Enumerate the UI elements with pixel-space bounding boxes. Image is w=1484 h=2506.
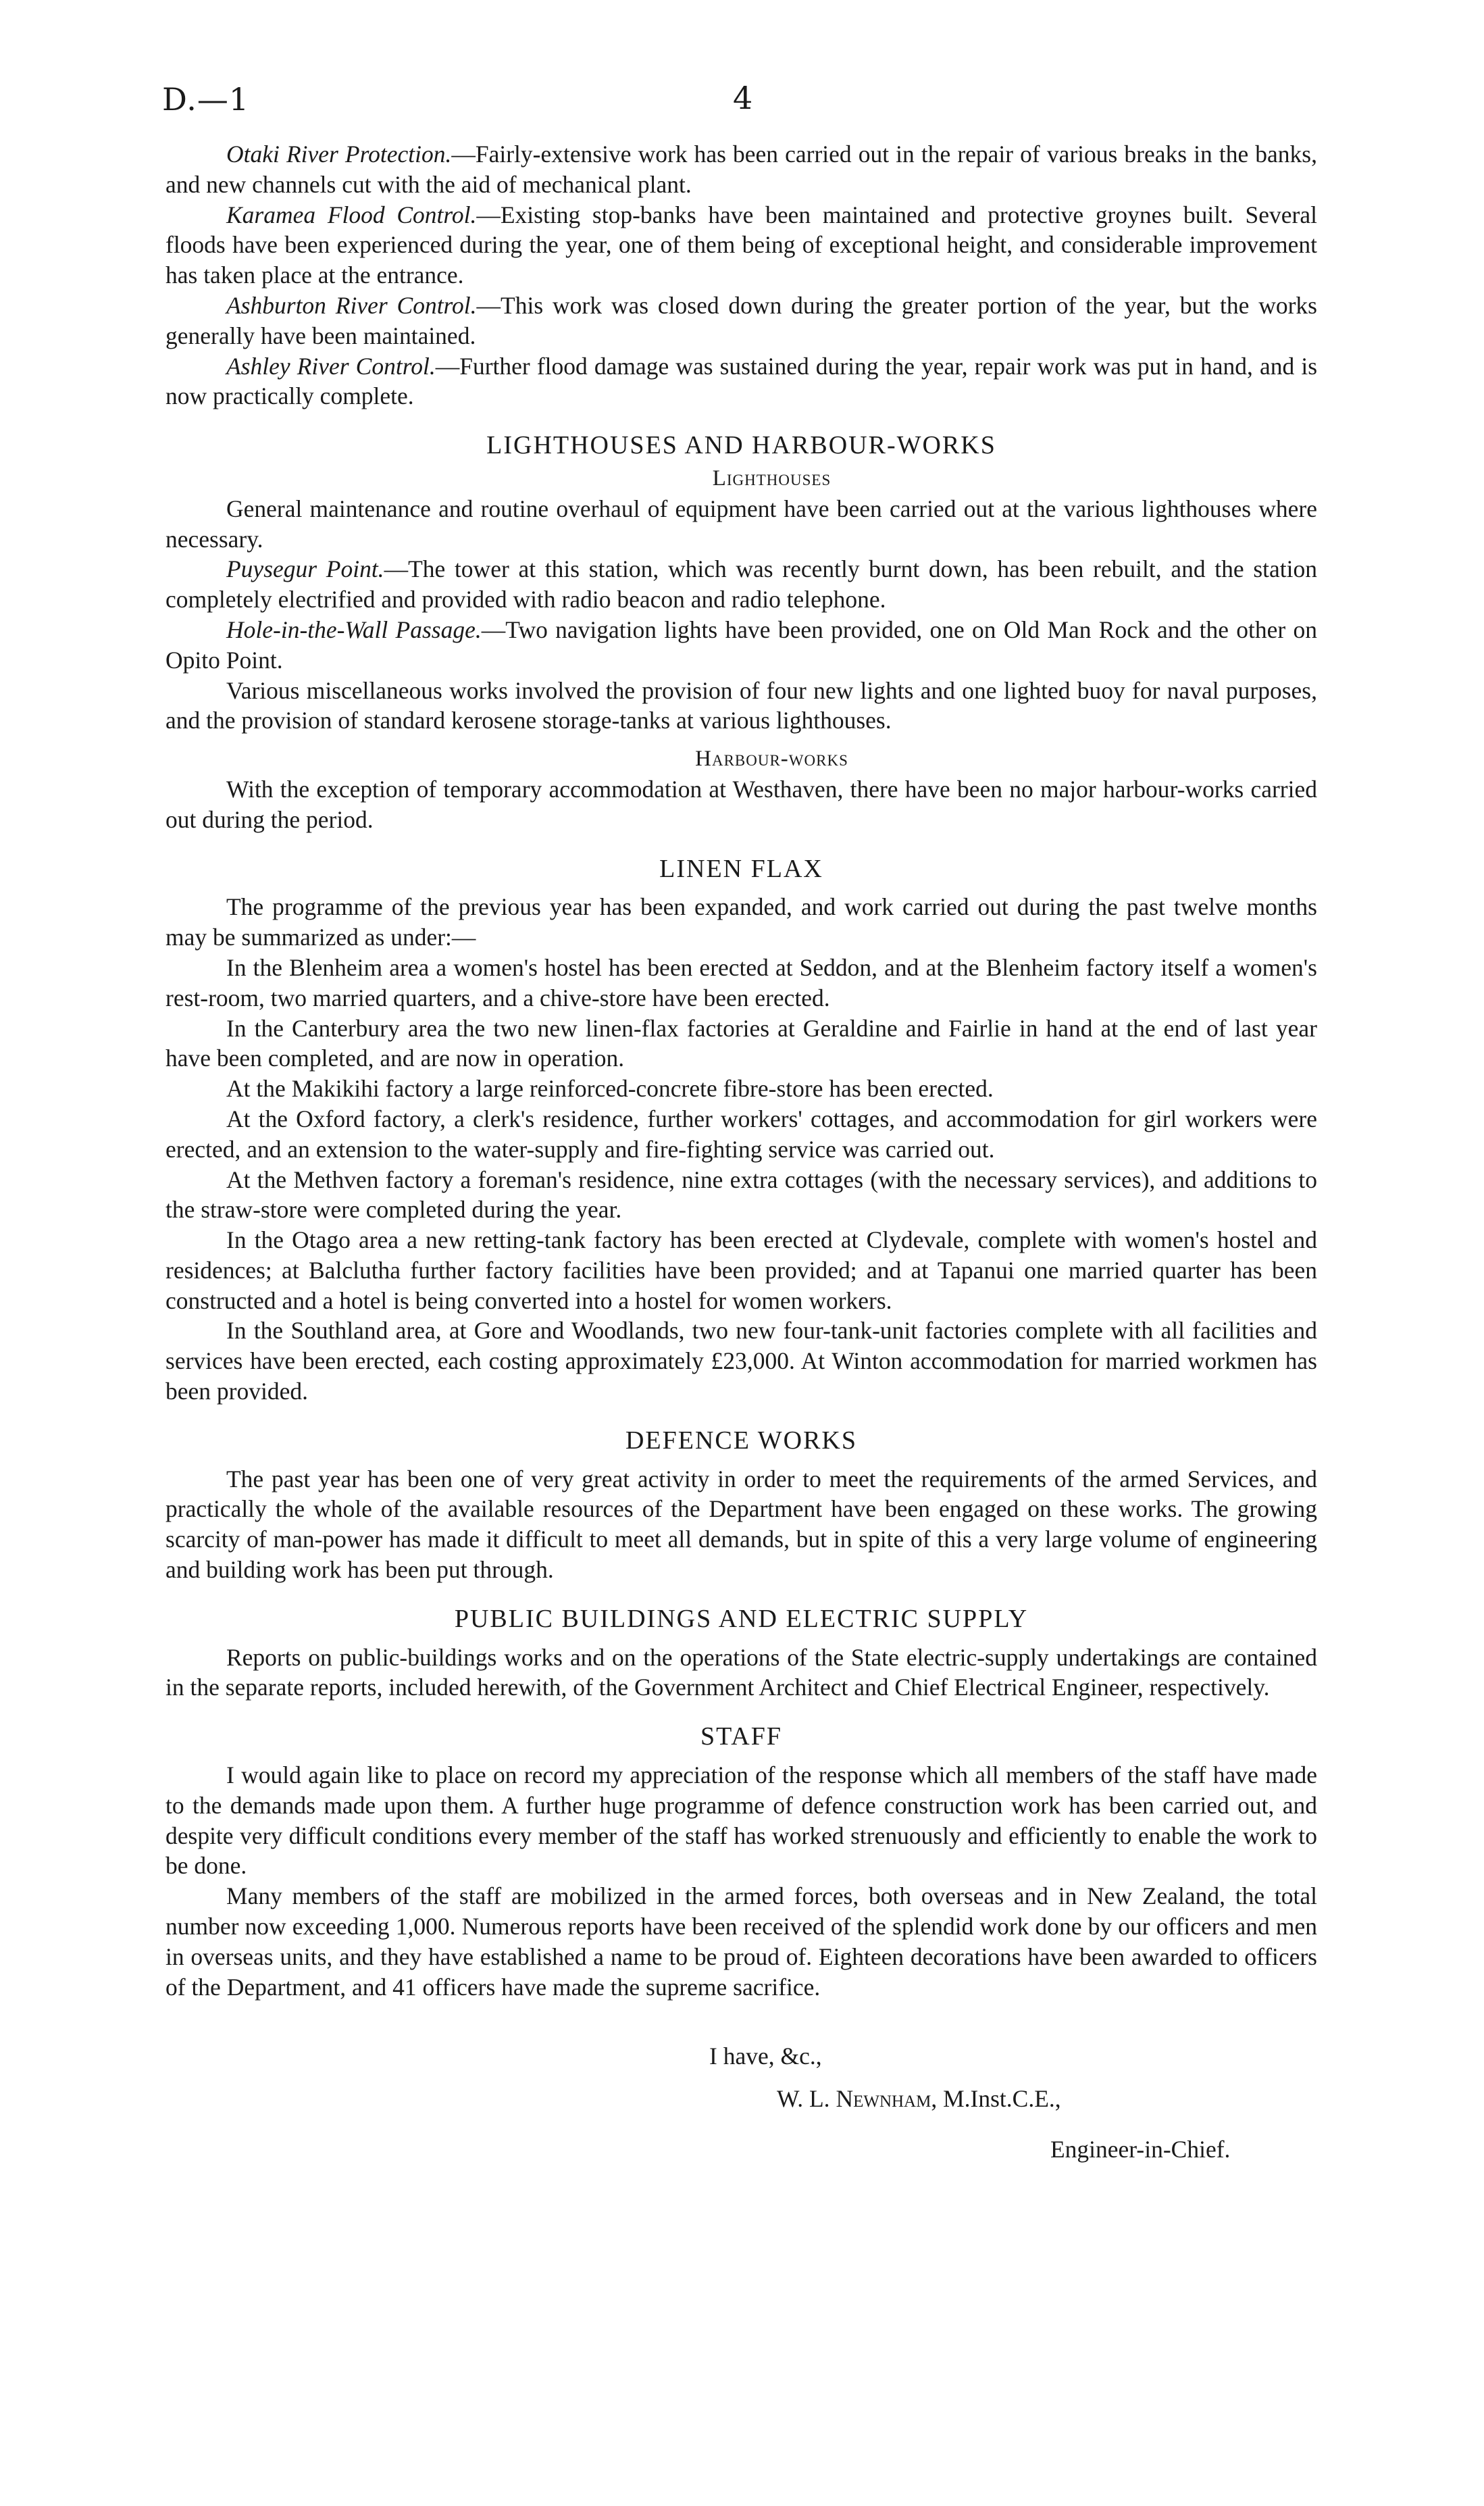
linen-flax-paragraph: In the Blenheim area a women's hostel has been erected at Seddon, and at the Blenheim factory itself a women's rest-room, two married quarters, and a chive-store have been erected. [165, 953, 1317, 1011]
hole-text: —Two navigation lights have been provided, one on Old Man Rock and the other on Opito Point. [165, 616, 1317, 674]
river-paragraph [165, 139, 1317, 200]
defence-heading: DEFENCE WORKS [625, 1426, 858, 1455]
signoff-qualification: , M.Inst.C.E., [931, 2085, 1061, 2113]
river-title: Otaki River Protection. [226, 141, 452, 168]
signoff-initials: W. L. [777, 2085, 830, 2113]
hole-title: Hole-in-the-Wall Passage. [226, 616, 482, 643]
linen-flax-paragraph: In the Southland area, at Gore and Woodlands, two new four-tank-unit factories complete with all facilities and services have been erected, each costing approximately £23,000. At Winton accommodation for married workmen has been provided. [165, 1317, 1317, 1405]
signoff [165, 2041, 1317, 2164]
harbour-text: With the exception of temporary accommodation at Westhaven, there have been no major harbour-works carried out during the period. [165, 775, 1317, 833]
document-body [165, 139, 1317, 2165]
document-reference: D.—1 [162, 81, 250, 118]
linen-flax-paragraph: At the Methven factory a foreman's residence, nine extra cottages (with the necessary services), and additions to the straw-store were completed during the year. [165, 1166, 1317, 1224]
river-paragraph [165, 291, 1317, 351]
river-text: —Further flood damage was sustained during the year, repair work was put in hand, and is now practically complete. [165, 352, 1318, 410]
river-text: —Fairly-extensive work has been carried out in the repair of various breaks in the banks, and new channels cut with the aid of mechanical plant. [165, 141, 1318, 198]
staff-paragraph: Many members of the staff are mobilized in the armed forces, both overseas and in New Zealand, the total number now exceeding 1,000. Numerous reports have been received of the splendid work done by our officers and men in overseas units, and they have established a name to be proud of. Eighteen decorations have been awarded to officers of the Department, and 41 officers have made the supreme sacrifice. [165, 1882, 1317, 2001]
harbour-subheading: Harbour-works [695, 747, 848, 772]
signoff-name [165, 2084, 1317, 2114]
linen-flax-paragraph: In the Otago area a new retting-tank factory has been erected at Clydevale, complete with women's hostel and residences; at Balclutha further factory facilities have been provided; and at Tapanui one married quarter has been constructed and a hotel is being converted into a hostel for women workers. [165, 1226, 1317, 1314]
defence-text: The past year has been one of very great activity in order to meet the requirements of the armed Services, and practically the whole of the available resources of the Department have been engaged on these works. The growing scarcity of man-power has made it difficult to meet all demands, but in spite of this a very large volume of engineering and building work has been put through. [165, 1465, 1317, 1584]
puysegur-title: Puysegur Point. [226, 555, 384, 583]
river-title: Karamea Flood Control. [226, 201, 477, 228]
linen-flax-heading: LINEN FLAX [659, 854, 823, 883]
linen-flax-paragraph: In the Canterbury area the two new linen-flax factories at Geraldine and Fairlie in hand at the end of last year have been completed, and are now in operation. [165, 1014, 1317, 1072]
river-paragraph [165, 351, 1317, 412]
hole-paragraph [165, 615, 1317, 676]
public-buildings-text: Reports on public-buildings works and on the operations of the State electric-supply undertakings are contained in the separate reports, included herewith, of the Government Architect and Chief Electrical Engineer, respectively. [165, 1643, 1317, 1701]
lighthouses-misc: Various miscellaneous works involved the provision of four new lights and one lighted buoy for naval purposes, and the provision of standard kerosene storage-tanks at various lighthouses. [165, 676, 1317, 734]
river-paragraph [165, 200, 1317, 291]
river-title: Ashley River Control. [226, 352, 436, 380]
river-text: —Existing stop-banks have been maintained and protective groynes built. Several floods have been experienced during the year, one of them being of exceptional height, and considerable improvement has taken place at the entrance. [165, 201, 1318, 289]
puysegur-text: —The tower at this station, which was recently burnt down, has been rebuilt, and the station completely electrified and provided with radio beacon and radio telephone. [165, 555, 1317, 613]
signoff-surname: Newnham [836, 2085, 931, 2113]
river-title: Ashburton River Control. [226, 291, 477, 319]
public-buildings-heading: PUBLIC BUILDINGS AND ELECTRIC SUPPLY [454, 1604, 1029, 1633]
staff-paragraph: I would again like to place on record my appreciation of the response which all members of the staff have made to the demands made upon them. A further huge programme of defence construction work has been carried out, and despite very difficult conditions every member of the staff has worked strenuously and efficiently to enable the work to be done. [165, 1761, 1317, 1880]
linen-flax-paragraph: At the Makikihi factory a large reinforced-concrete fibre-store has been erected. [226, 1075, 994, 1103]
signoff-closing: I have, &c., [709, 2043, 822, 2070]
lighthouses-intro: General maintenance and routine overhaul of equipment have been carried out at the various lighthouses where necessary. [165, 495, 1317, 553]
linen-flax-paragraph: The programme of the previous year has been expanded, and work carried out during the past twelve months may be summarized as under:— [165, 893, 1317, 951]
page-number: 4 [733, 80, 753, 116]
signoff-title: Engineer-in-Chief. [1050, 2136, 1231, 2163]
linen-flax-paragraph: At the Oxford factory, a clerk's residence, further workers' cottages, and accommodation for girl workers were erected, and an extension to the water-supply and fire-fighting service was carried out. [165, 1105, 1317, 1163]
staff-heading: STAFF [700, 1722, 782, 1751]
lighthouses-subheading: Lighthouses [712, 466, 831, 491]
river-text: —This work was closed down during the greater portion of the year, but the works generally have been maintained. [165, 291, 1317, 349]
lighthouses-heading: LIGHTHOUSES AND HARBOUR-WORKS [486, 431, 996, 460]
puysegur-paragraph [165, 554, 1317, 615]
